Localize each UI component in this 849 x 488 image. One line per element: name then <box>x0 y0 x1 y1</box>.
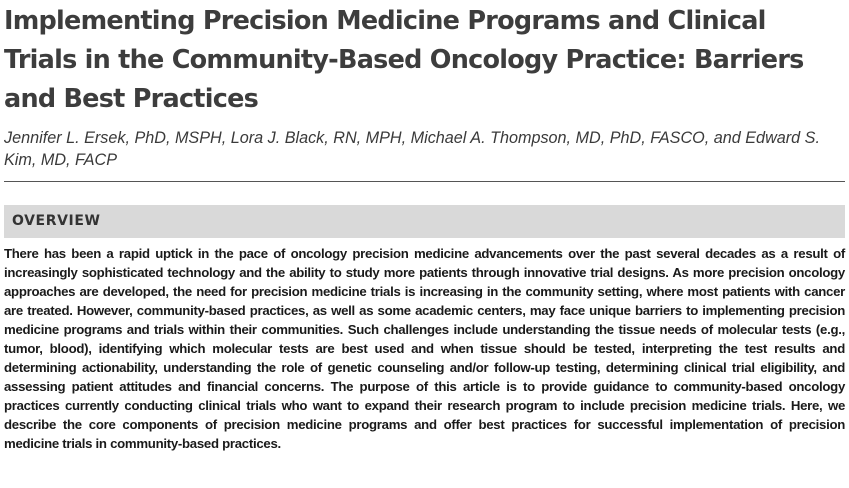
author-list: Jennifer L. Ersek, PhD, MSPH, Lora J. Black, RN, MPH, Michael A. Thompson, MD, PhD, FASCO, and Edward S. Kim, MD, FACP <box>4 129 820 169</box>
title-divider <box>4 181 845 182</box>
overview-heading: OVERVIEW <box>12 213 101 229</box>
article-title: Implementing Precision Medicine Programs and Clinical Trials in the Community-Based Oncology Practice: Barriers and Best Practices <box>4 6 804 114</box>
overview-section-header <box>4 205 845 238</box>
overview-abstract-text: There has been a rapid uptick in the pace of oncology precision medicine advancements over the past several decades as a result of increasingly sophisticated technology and the ability to study more patients through innovative trial designs. As more precision oncology approaches are developed, the need for precision medicine trials is increasing in the community setting, where most patients with cancer are treated. However, community-based practices, as well as some academic centers, may face unique barriers to implementing precision medicine programs and trials within their communities. Such challenges include understanding the tissue needs of molecular tests (e.g., tumor, blood), identifying which molecular tests are best used and when tissue should be tested, interpreting the test results and determining actionability, understanding the role of genetic counseling and/or follow-up testing, determining clinical trial eligibility, and assessing patient attitudes and financial concerns. The purpose of this article is to provide guidance to community-based oncology practices currently conducting clinical trials who want to expand their research program to include precision medicine trials. Here, we describe the core components of precision medicine programs and offer best practices for successful implementation of precision medicine trials in community-based practices. <box>4 246 845 451</box>
